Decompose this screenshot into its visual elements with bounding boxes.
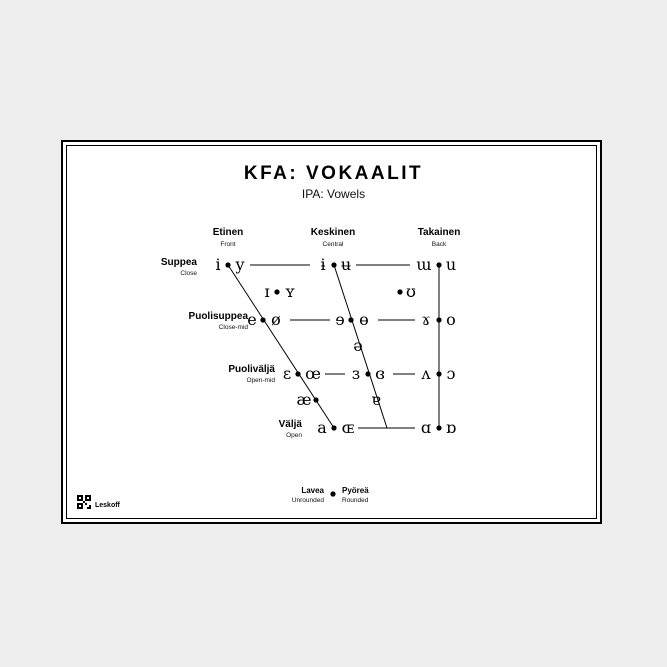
poster-title: KFA: VOKAALIT xyxy=(243,163,424,184)
poster-subtitle: IPA: Vowels xyxy=(301,187,366,201)
row-close-label: Suppea xyxy=(160,257,197,268)
column-front-label: Etinen xyxy=(212,227,244,238)
vowel-nearclose-back-rounded: ʊ xyxy=(406,282,416,301)
vowel-closemid-central-unrounded: ɘ xyxy=(335,310,345,329)
vowel-close-back-rounded: u xyxy=(445,255,457,274)
vowel-closemid-back-unrounded: ɤ xyxy=(421,310,431,329)
row-closemid-sublabel: Close-mid xyxy=(218,324,248,331)
vowel-open-front-unrounded: a xyxy=(317,418,327,437)
vowel-close-central-rounded: ʉ xyxy=(340,255,352,274)
legend-unrounded-label: Lavea xyxy=(301,486,324,495)
row-close-sublabel: Close xyxy=(180,270,197,277)
column-front-sublabel: Front xyxy=(220,241,236,248)
vowel-nearclose-front-unrounded: ɪ xyxy=(264,282,270,301)
column-back-sublabel: Back xyxy=(431,241,447,248)
legend-rounded-sublabel: Rounded xyxy=(342,497,369,504)
vowel-close-front-rounded: y xyxy=(235,255,245,274)
vowel-closemid-front-rounded: ø xyxy=(271,310,281,329)
vowel-openmid-central-rounded: ɞ xyxy=(375,364,385,383)
vowel-closemid-central-rounded: ɵ xyxy=(359,310,369,329)
vowel-openmid-back-rounded: ɔ xyxy=(446,364,456,383)
row-openmid-label: Puoliväljä xyxy=(228,364,275,375)
row-openmid-sublabel: Open-mid xyxy=(246,377,275,384)
vowel-close-central-unrounded: ɨ xyxy=(320,255,326,274)
legend-unrounded-sublabel: Unrounded xyxy=(291,497,324,504)
vowel-openmid-back-unrounded: ʌ xyxy=(421,364,431,383)
vowel-openmid-central-unrounded: ɜ xyxy=(351,364,361,383)
row-open-label: Väljä xyxy=(278,419,302,430)
vowel-open-back-unrounded: ɑ xyxy=(420,418,432,437)
brand-name: Leskoff xyxy=(95,502,120,509)
vowel-close-front-unrounded: i xyxy=(215,255,221,274)
vowel-nearopen-front: æ xyxy=(296,390,312,409)
qr-code-icon xyxy=(77,495,91,509)
column-back-label: Takainen xyxy=(417,227,461,238)
vowel-open-back-rounded: ɒ xyxy=(445,418,457,437)
vowel-open-front-rounded: ɶ xyxy=(341,418,355,437)
legend-rounded-label: Pyöreä xyxy=(342,486,369,495)
vowel-nearclose-front-rounded: ʏ xyxy=(284,282,296,301)
column-central-sublabel: Central xyxy=(322,241,344,248)
vowel-openmid-front-rounded: œ xyxy=(305,364,321,383)
vowel-mid-central: ə xyxy=(353,336,363,355)
vowel-close-back-unrounded: ɯ xyxy=(416,255,432,274)
vowel-nearopen-central: ɐ xyxy=(371,390,381,409)
vowel-closemid-back-rounded: o xyxy=(446,310,456,329)
vowel-openmid-front-unrounded: ɛ xyxy=(282,364,292,383)
poster-inner-border xyxy=(66,145,597,519)
column-central-label: Keskinen xyxy=(310,227,356,238)
row-closemid-label: Puolisuppea xyxy=(188,311,248,322)
vowel-closemid-front-unrounded: e xyxy=(247,310,257,329)
row-open-sublabel: Open xyxy=(286,432,302,439)
